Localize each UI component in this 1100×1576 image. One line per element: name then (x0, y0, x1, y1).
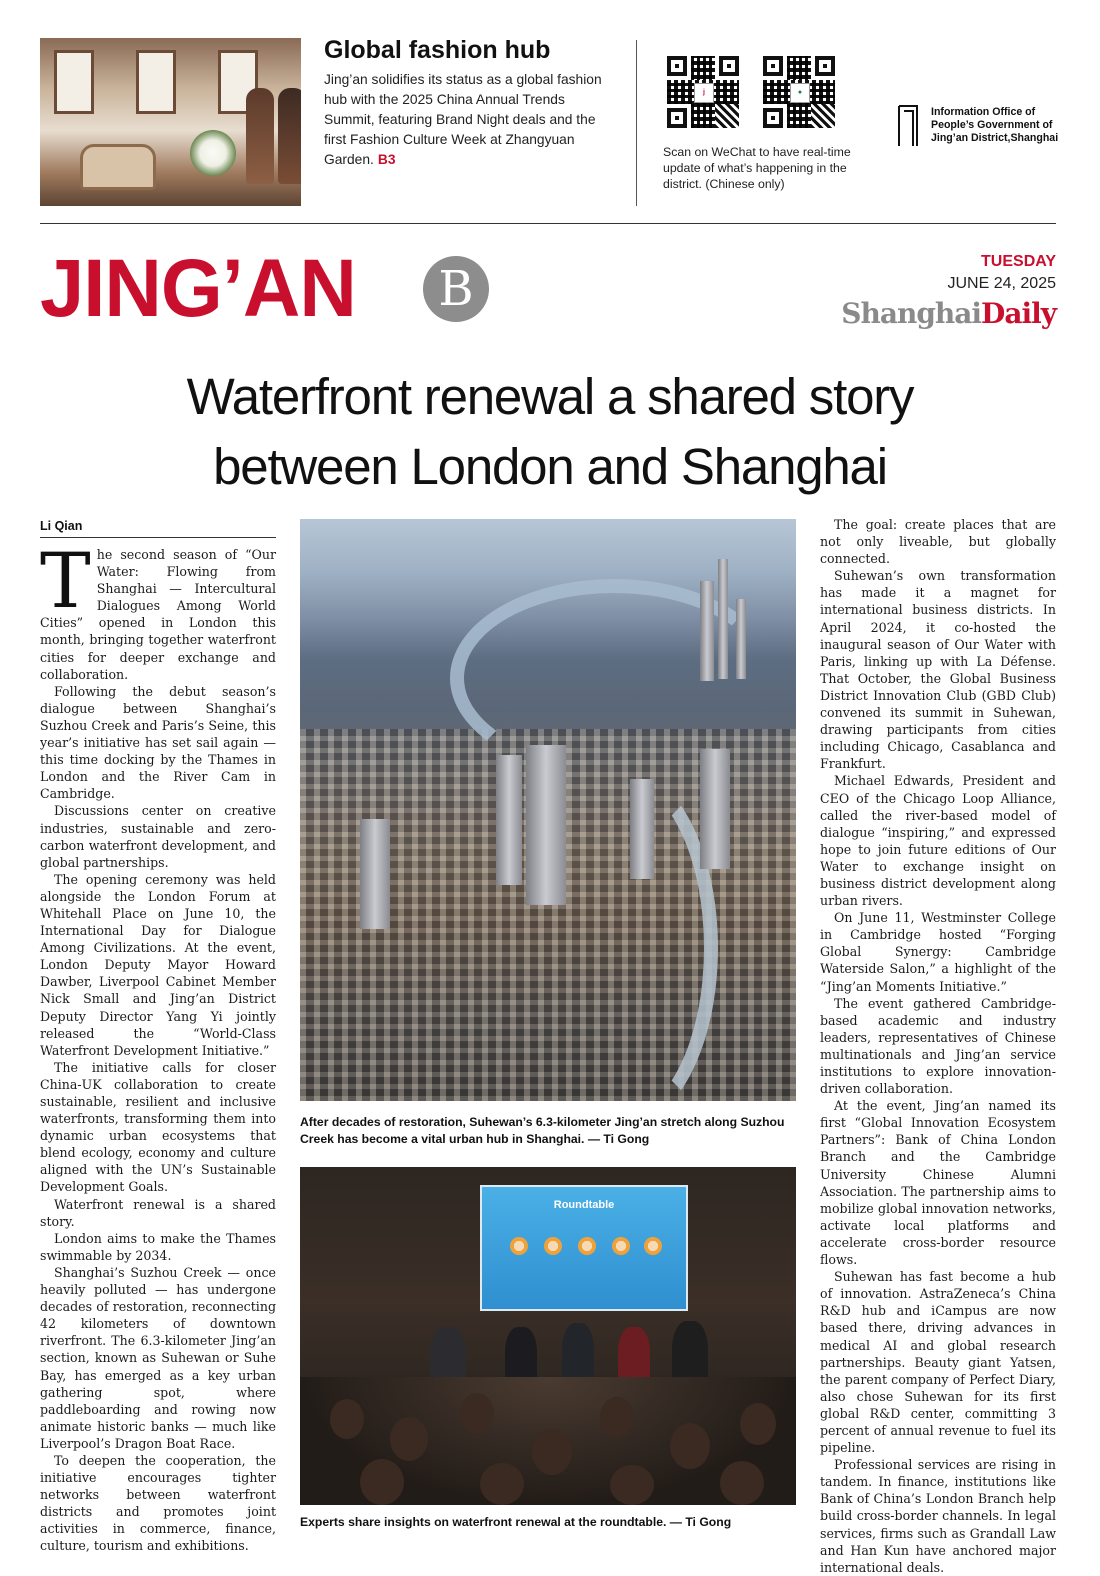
article-paragraph: Suhewan has fast become a hub of innovation. AstraZeneca’s China R&D hub and iCampus are now based there, driving advances in medical AI and global research partnerships. Beauty giant Yatsen, the parent company of Perfect Diary, also chose Suhewan for its first global R&D center, committing 3 percent of annual revenue to fuel its pipeline. (820, 1269, 1056, 1456)
roundtable-photo[interactable] (300, 1167, 796, 1505)
article-paragraph: Discussions center on creative industries, sustainable and zero-carbon waterfront development, and global partnerships. (40, 803, 276, 870)
photo-caption: After decades of restoration, Suhewan’s 6.3-kilometer Jing’an stretch along Suzhou Creek has become a vital urban hub in Shanghai. — Ti Gong (300, 1115, 785, 1146)
headline-line: Waterfront renewal a shared story (186, 368, 914, 425)
teaser-page-ref[interactable]: B3 (377, 152, 396, 167)
audience-head (360, 1459, 404, 1505)
tower-shape (700, 581, 714, 681)
article-column-3 (820, 516, 1056, 1576)
article-paragraph: Michael Edwards, President and CEO of the Chicago Loop Alliance, called the river-based model of dialogue “inspiring,” and expressed hope to join future editions of Our Water to exchange insight on business district development along urban rivers. (820, 773, 1056, 909)
newspaper-logo-part2: Daily (981, 297, 1056, 330)
wechat-qr-code[interactable] (667, 56, 739, 128)
byline: Li Qian (40, 519, 276, 538)
section-letter-badge: B (423, 256, 489, 322)
audience-head (610, 1465, 654, 1505)
drop-cap: T (40, 536, 91, 625)
flowers-shape (190, 130, 236, 176)
audience-head (460, 1393, 494, 1433)
tower-shape (526, 745, 566, 905)
screen-title: Roundtable (553, 1199, 615, 1211)
fashion-teaser-photo[interactable] (40, 38, 301, 206)
info-office-mark-icon (897, 104, 921, 148)
article-paragraph: The event gathered Cambridge-based academic and industry leaders, representatives of Chinese multinationals and Jing’an service institutions to explore innovation-driven collaboration. (820, 995, 1056, 1097)
qr-logo-icon: ● (790, 83, 810, 103)
newspaper-logo-part1: Shanghai (841, 297, 982, 330)
headline-line: between London and Shanghai (213, 438, 887, 495)
speaker-avatar-icon (578, 1237, 596, 1255)
newspaper-logo (841, 297, 1056, 330)
window-shape (136, 50, 176, 114)
article-paragraph: Following the debut season’s dialogue between Shanghai’s Suzhou Creek and Paris’s Seine, this year’s initiative has set sail again — this time docking by the Thames in London and the River Cam in Cambridge. (40, 683, 276, 802)
info-office-logo (897, 104, 1057, 150)
article-paragraph: At the event, Jing’an named its first “Global Innovation Ecosystem Partners”: Bank of China London Branch and the Cambridge University Chinese Alumni Association. The partnership aims to mobilize global innovation networks, activate local platforms and accelerate cross-border resource flows. (820, 1098, 1056, 1268)
article-paragraph: The initiative calls for closer China-UK collaboration to create sustainable, resilient and inclusive waterfronts, transforming them into dynamic urban ecosystems that blend ecology, economy and culture aligned with the UN’s Sustainable Development Goals. (40, 1059, 276, 1195)
article-paragraph: The opening ceremony was held alongside the London Forum at Whitehall Place on June 10, the International Day for Dialogue Among Civilizations. At the event, London Deputy Mayor Howard Dawber, Liverpool Cabinet Member Nick Small and Jing’an District Deputy Director Yang Yi jointly released the “World-Class Waterfront Development Initiative.” (40, 871, 276, 1058)
article-paragraph: London aims to make the Thames swimmable by 2034. (40, 1230, 276, 1263)
aerial-city-photo[interactable] (300, 519, 796, 1101)
section-name: JING’AN (40, 243, 356, 334)
audience-head (532, 1429, 572, 1475)
tower-shape (360, 819, 390, 929)
armchair-shape (80, 144, 156, 190)
paragraph-text: he second season of “Our Water: Flowing from Shanghai — Intercultural Dialogues Among World Cities” opened in London this month, bringing together waterfront cities for deeper exchange and collaboration. (40, 547, 276, 682)
article-paragraph: Professional services are rising in tandem. In finance, institutions like Bank of China’s London Branch help build cross-border channels. In legal services, firms such as Grandall Law and Han Kun have anchored major international deals. (820, 1457, 1056, 1575)
mannequin-shape (246, 88, 274, 184)
office-line: Jing’an District,Shanghai (931, 132, 1059, 144)
mannequin-shape (278, 88, 301, 184)
speaker-avatar-icon (510, 1237, 528, 1255)
article-paragraph: To deepen the cooperation, the initiative encourages tighter networks between waterfront districts and promotes joint activities in commerce, finance, culture, tourism and exhibitions. (40, 1452, 276, 1554)
teaser-summary (324, 70, 604, 170)
tower-shape (718, 559, 728, 679)
article-column-1 (40, 536, 276, 1555)
article-paragraph: Shanghai’s Suzhou Creek — once heavily polluted — has undergone decades of restoration, reconnecting 42 kilometers of downtown riverfront. The 6.3-kilometer Jing’an section, known as Suhewan or Suhe Bay, has emerged as a key urban gathering spot, where paddleboarding and rowing now animate historic banks — much like Liverpool’s Dragon Boat Race. (40, 1264, 276, 1451)
audience-head (740, 1403, 776, 1445)
teaser-summary-text: Jing’an solidifies its status as a global fashion hub with the 2025 China Annual Trends Summit, featuring Brand Night deals and the first Fashion Culture Week at Zhangyuan Garden. (324, 72, 602, 167)
wechat-qr-code-2[interactable] (763, 56, 835, 128)
audience-head (480, 1463, 524, 1505)
tower-shape (736, 599, 746, 679)
issue-date: JUNE 24, 2025 (947, 275, 1056, 292)
audience-head (600, 1397, 634, 1437)
photo-caption: Experts share insights on waterfront renewal at the roundtable. — Ti Gong (300, 1515, 732, 1529)
river-bend-shape (450, 579, 778, 777)
tower-shape (700, 749, 730, 869)
issue-day: TUESDAY (981, 253, 1056, 270)
office-line: People’s Government of (931, 119, 1053, 131)
tower-shape (630, 779, 654, 879)
audience-head (720, 1461, 764, 1505)
speaker-avatar-icon (544, 1237, 562, 1255)
speaker-avatar-icon (644, 1237, 662, 1255)
top-rule (40, 223, 1056, 224)
audience-head (330, 1399, 364, 1439)
office-line: Information Office of (931, 106, 1036, 118)
qr-note: Scan on WeChat to have real-time update of what’s happening in the district. (Chinese only) (663, 145, 851, 191)
article-paragraph: Suhewan’s own transformation has made it a magnet for international business districts. In April 2024, it co-hosted the inaugural season of Our Water with Paris, linking up with La Défense. That October, the Global Business District Innovation Club (GBD Club) convened its summit in Suhewan, drawing participants from cities including Chicago, Casablanca and Frankfurt. (820, 568, 1056, 772)
audience-head (670, 1423, 710, 1469)
article-headline[interactable] (40, 362, 1060, 502)
info-office-name (931, 106, 1061, 145)
audience-head (390, 1417, 428, 1461)
qr-logo-icon: j (694, 83, 714, 103)
projection-screen (480, 1185, 688, 1311)
article-paragraph: Waterfront renewal is a shared story. (40, 1196, 276, 1229)
speaker-avatar-icon (612, 1237, 630, 1255)
article-paragraph: The goal: create places that are not only liveable, but globally connected. (820, 517, 1056, 567)
article-paragraph: On June 11, Westminster College in Cambridge hosted “Forging Global Synergy: Cambridge Waterside Salon,” a highlight of the “Jing’an Moments Initiative.” (820, 910, 1056, 994)
teaser-divider (636, 40, 637, 206)
tower-shape (496, 755, 522, 885)
teaser-title[interactable]: Global fashion hub (324, 36, 551, 64)
window-shape (54, 50, 94, 114)
article-paragraph (40, 536, 276, 683)
